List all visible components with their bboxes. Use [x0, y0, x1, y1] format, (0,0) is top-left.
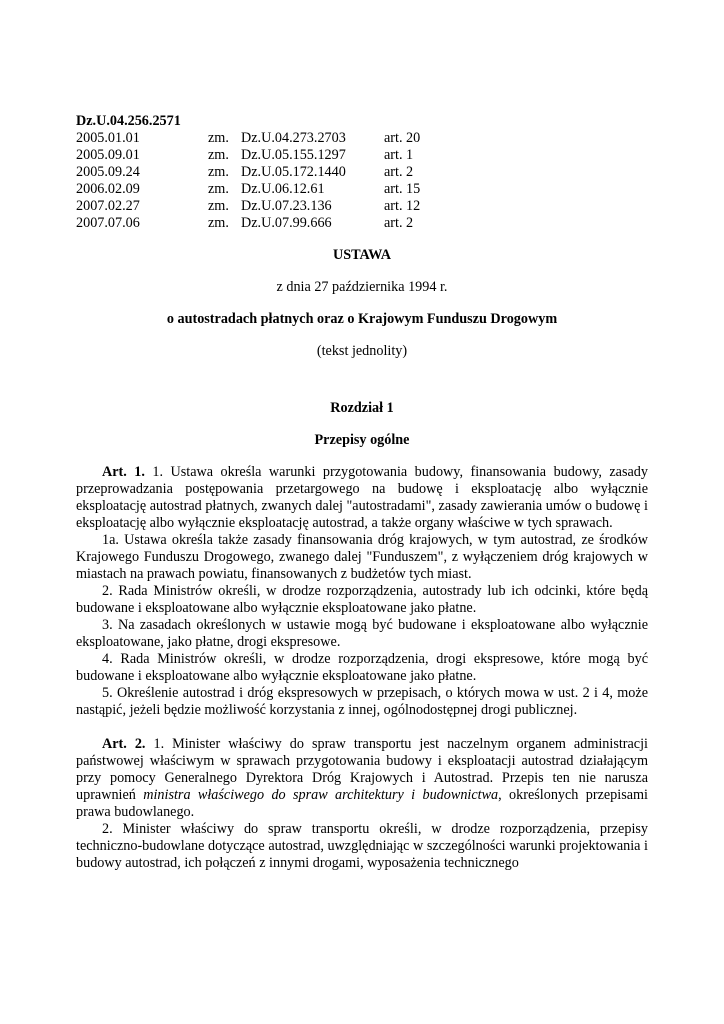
document-page: [76, 113, 648, 872]
amendment-article: art. 1: [384, 147, 414, 163]
article-1-paragraph-2: 2. Rada Ministrów określi, w drodze rozporządzenia, autostrady lub ich odcinki, które będą budowane i eksploatowane albo wyłącznie eksploatowane jako płatne.: [76, 583, 648, 616]
amendment-row: [76, 181, 648, 198]
amendment-row: [76, 130, 648, 147]
amendment-article: art. 20: [384, 130, 421, 146]
article-1-text: 1. Ustawa określa warunki przygotowania budowy, finansowania budowy, zasady przeprowadzania postępowania przetargowego na budowę i eksploatację albo wyłącznie eksploatację autostrad płatnych, zwanych dalej "autostradami", zasady zawierania umów o budowę i eksploatację albo wyłącznie eksploatację autostrad, a także organy właściwe w tych sprawach.: [76, 464, 648, 531]
article-1-paragraph-4: 4. Rada Ministrów określi, w drodze rozporządzenia, drogi ekspresowe, które mogą być budowane i eksploatowane albo wyłącznie eksploatowane jako płatne.: [76, 651, 648, 684]
amendment-marker: zm.: [208, 181, 229, 197]
amendment-row: [76, 198, 648, 215]
article-2-paragraph-1: [76, 736, 648, 821]
amendment-row: [76, 164, 648, 181]
amendment-date: 2005.09.24: [76, 164, 140, 180]
amendment-reference: Dz.U.07.99.666: [241, 215, 332, 231]
amendment-date: 2007.02.27: [76, 198, 140, 214]
amendment-marker: zm.: [208, 147, 229, 163]
article-1-paragraph-5: 5. Określenie autostrad i dróg ekspresowych w przepisach, o których mowa w ust. 2 i 4, może nastąpić, jeżeli będzie możliwość korzystania z innej, ogólnodostępnej drogi publicznej.: [76, 685, 648, 718]
amendment-row: [76, 147, 648, 164]
consolidated-text-note: (tekst jednolity): [316, 343, 408, 359]
act-subject: o autostradach płatnych oraz o Krajowym Funduszu Drogowym: [166, 311, 558, 327]
amendment-article: art. 15: [384, 181, 421, 197]
amendment-article: art. 12: [384, 198, 421, 214]
article-2: [76, 736, 648, 872]
article-1-paragraph-1a: 1a. Ustawa określa także zasady finansowania dróg krajowych, w tym autostrad, ze środków Krajowego Funduszu Drogowego, zwanego dalej "Funduszem", z wyłączeniem dróg krajowych w miastach na prawach powiatu, finansowanych z budżetów tych miast.: [76, 532, 648, 582]
act-type: USTAWA: [332, 247, 392, 263]
article-1-label: Art. 1.: [102, 464, 145, 480]
chapter-title: Przepisy ogólne: [314, 432, 410, 448]
amendment-reference: Dz.U.04.273.2703: [241, 130, 346, 146]
amendment-reference: Dz.U.07.23.136: [241, 198, 332, 214]
amendment-marker: zm.: [208, 130, 229, 146]
article-2-text: 1. Minister właściwy do spraw transportu jest naczelnym organem administracji państwowej właściwym w sprawach przygotowania budowy i eksploatacji autostrad działającym przy pomocy Generalnego Dyrektora Dróg Krajowych i Autostrad. Przepis ten nie narusza uprawnień: [76, 736, 648, 803]
amendment-date: 2005.09.01: [76, 147, 140, 163]
amendment-row: [76, 215, 648, 232]
amendment-marker: zm.: [208, 215, 229, 231]
article-2-label: Art. 2.: [102, 736, 146, 752]
chapter-number: Rozdział 1: [330, 400, 394, 416]
article-1-paragraph-1: [76, 464, 648, 532]
amendment-reference: Dz.U.05.155.1297: [241, 147, 346, 163]
amendment-marker: zm.: [208, 198, 229, 214]
act-date: z dnia 27 października 1994 r.: [276, 279, 448, 295]
amendment-date: 2005.01.01: [76, 130, 140, 146]
amendment-date: 2006.02.09: [76, 181, 140, 197]
amendment-date: 2007.07.06: [76, 215, 140, 231]
amendment-marker: zm.: [208, 164, 229, 180]
journal-reference: Dz.U.04.256.2571: [76, 113, 181, 129]
amendment-article: art. 2: [384, 164, 414, 180]
amendment-reference: Dz.U.06.12.61: [241, 181, 325, 197]
article-1-paragraph-3: 3. Na zasadach określonych w ustawie mogą być budowane i eksploatowane albo wyłącznie eksploatowane, jako płatne, drogi ekspresowe.: [76, 617, 648, 650]
amendment-reference: Dz.U.05.172.1440: [241, 164, 346, 180]
article-2-paragraph-2: 2. Minister właściwy do spraw transportu określi, w drodze rozporządzenia, przepisy techniczno-budowlane dotyczące autostrad, uwzględniając w szczególności warunki projektowania i budowy autostrad, ich połączeń z innymi drogami, wyposażenia technicznego: [76, 821, 648, 871]
amendments-list: [76, 130, 648, 232]
amendment-article: art. 2: [384, 215, 414, 231]
article-1: [76, 464, 648, 719]
article-2-text-end: , określonych przepisami prawa budowlanego.: [76, 787, 648, 820]
article-2-italic-reference: ministra właściwego do spraw architektury i budownictwa: [143, 787, 499, 803]
